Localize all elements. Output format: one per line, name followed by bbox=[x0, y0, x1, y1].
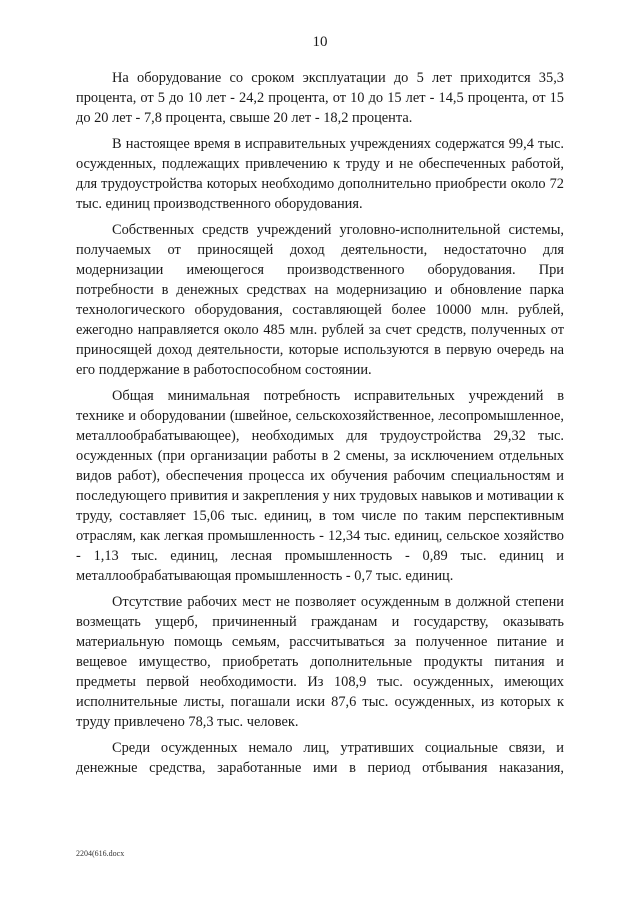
paragraph-unemployed-convicts: В настоящее время в исправительных учреждениях содержатся 99,4 тыс. осужденных, подлежащих привлечению к труду и не обеспеченных работой, для трудоустройства которых необходимо дополнительно приобрести около 72 тыс. единиц производственного оборудования. bbox=[76, 136, 564, 212]
paragraph-own-funds: Собственных средств учреждений уголовно-исполнительной системы, получаемых от приносящей доход деятельности, недостаточно для модернизации имеющегося производственного оборудования. При потребности в денежных средствах на модернизацию и обновление парка технологического оборудования, составляющей более 10000 млн. рублей, ежегодно направляется около 485 млн. рублей за счет средств, полученных от приносящей доход деятельности, которые используются в первую очередь на его поддержание в работоспособном состоянии. bbox=[76, 222, 564, 378]
paragraph-lack-of-jobs: Отсутствие рабочих мест не позволяет осужденным в должной степени возмещать ущерб, причиненный гражданам и государству, оказывать материальную помощь семьям, рассчитываться за полученное питание и вещевое имущество, приобретать дополнительные продукты питания и предметы первой необходимости. Из 108,9 тыс. осужденных, имеющих исполнительные листы, погашали иски 87,6 тыс. осужденных, из которых к труду привлечено 78,3 тыс. человек. bbox=[76, 594, 564, 730]
footer-filename: 2204(616.docx bbox=[76, 849, 125, 858]
paragraph-social-ties: Среди осужденных немало лиц, утративших социальные связи, и денежные средства, заработанные ими в период отбывания наказания, bbox=[76, 740, 564, 776]
paragraph-equipment-age: На оборудование со сроком эксплуатации до 5 лет приходится 35,3 процента, от 5 до 10 лет - 24,2 процента, от 10 до 15 лет - 14,5 процента, от 15 до 20 лет - 7,8 процента, свыше 20 лет - 18,2 процента. bbox=[76, 70, 564, 126]
body-text bbox=[76, 68, 564, 784]
page-number: 10 bbox=[312, 34, 328, 50]
paragraph-minimal-need: Общая минимальная потребность исправительных учреждений в технике и оборудовании (швейное, сельскохозяйственное, лесопромышленное, металлообрабатывающее), необходимых для трудоустройства 29,32 тыс. осужденных (при организации работы в 2 смены, за исключением отдельных видов работ), обеспечения процесса их обучения рабочим специальностям и последующего привития и закрепления у них трудовых навыков и мотивации к труду, составляет 15,06 тыс. единиц, в том числе по таким перспективным отраслям, как легкая промышленность - 12,34 тыс. единиц, сельское хозяйство - 1,13 тыс. единиц, лесная промышленность - 0,89 тыс. единиц и металлообрабатывающая промышленность - 0,7 тыс. единиц. bbox=[76, 388, 564, 584]
